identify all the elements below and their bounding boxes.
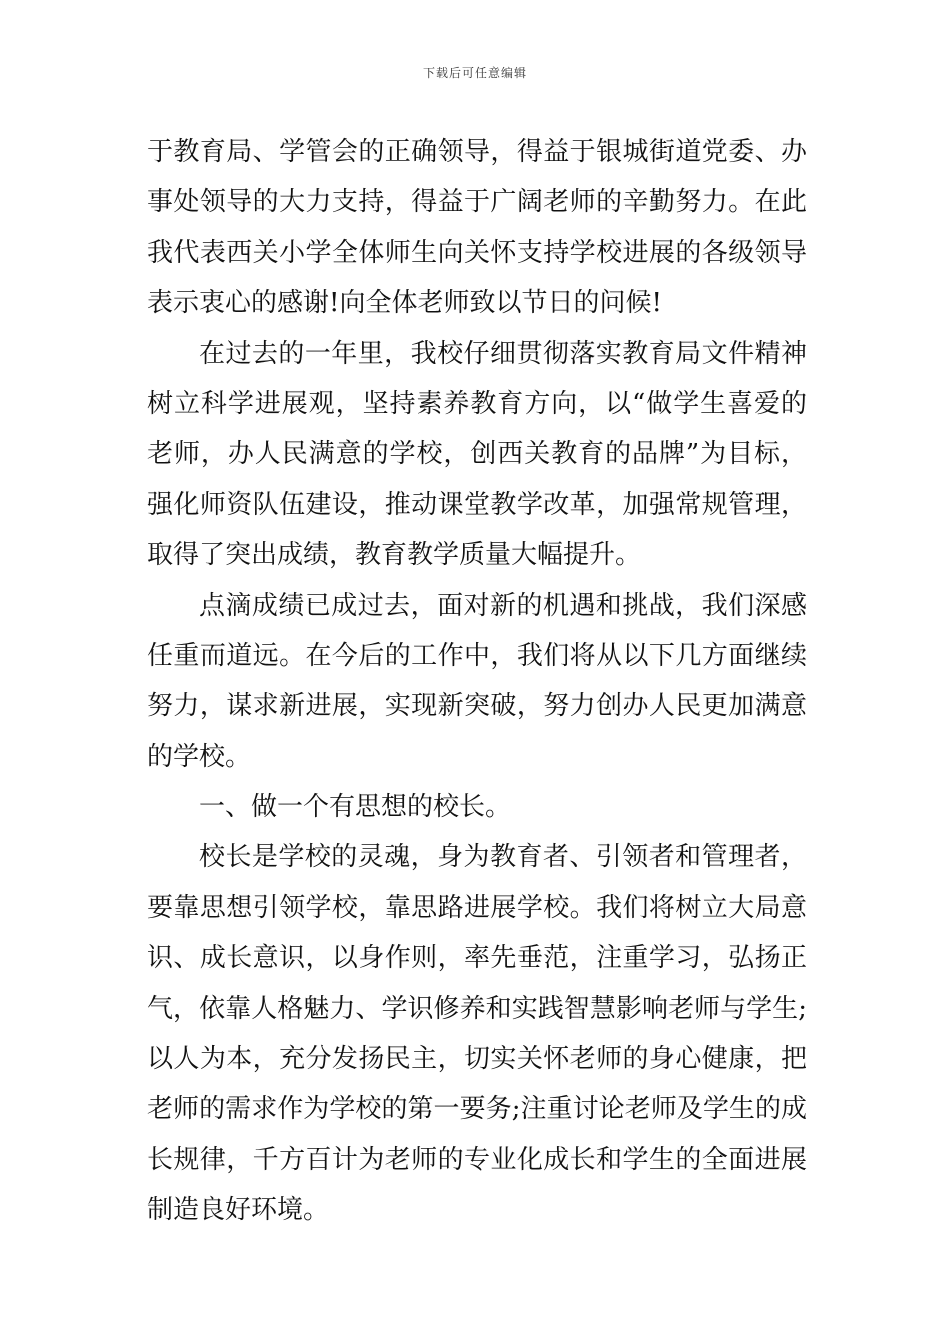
- text-line: 要靠思想引领学校，靠思路进展学校。我们将树立大局意: [147, 892, 807, 923]
- paragraph: [147, 127, 807, 329]
- text-line: 长规律，千方百计为老师的专业化成长和学生的全面进展: [147, 1144, 807, 1175]
- text-line: 我代表西关小学全体师生向关怀支持学校进展的各级领导: [147, 237, 807, 268]
- text-line: 老师的需求作为学校的第一要务;注重讨论老师及学生的成: [147, 1094, 807, 1125]
- paragraph: [147, 832, 807, 1235]
- document-body: [147, 127, 807, 1236]
- text-line: 在过去的一年里，我校仔细贯彻落实教育局文件精神: [199, 338, 807, 369]
- text-line: 于教育局、学管会的正确领导，得益于银城街道党委、办: [147, 137, 807, 167]
- text-line: 以人为本，充分发扬民主，切实关怀老师的身心健康，把: [147, 1044, 807, 1075]
- paragraph: [147, 581, 807, 783]
- text-line: 努力，谋求新进展，实现新突破，努力创办人民更加满意: [147, 691, 807, 722]
- text-line: 识、成长意识，以身作则，率先垂范，注重学习，弘扬正: [147, 943, 807, 974]
- text-line: 一、做一个有思想的校长。: [199, 792, 512, 823]
- paragraph: [147, 329, 807, 581]
- text-line: 的学校。: [147, 741, 252, 772]
- section-heading: [147, 782, 807, 832]
- text-line: 点滴成绩已成过去，面对新的机遇和挑战，我们深感: [199, 590, 807, 621]
- page-header: 下载后可任意编辑: [422, 66, 527, 80]
- text-line: 事处领导的大力支持，得益于广阔老师的辛勤努力。在此: [147, 187, 807, 218]
- text-line: 树立科学进展观，坚持素养教育方向，以“做学生喜爱的: [147, 388, 807, 419]
- text-line: 取得了突出成绩，教育教学质量大幅提升。: [147, 540, 642, 571]
- text-line: 校长是学校的灵魂，身为教育者、引领者和管理者，: [199, 842, 807, 873]
- text-line: 任重而道远。在今后的工作中，我们将从以下几方面继续: [147, 640, 807, 671]
- text-line: 老师，办人民满意的学校，创西关教育的品牌”为目标，: [147, 439, 807, 470]
- text-line: 制造良好环境。: [147, 1195, 330, 1226]
- text-line: 气，依靠人格魅力、学识修养和实践智慧影响老师与学生;: [147, 993, 807, 1024]
- text-line: 强化师资队伍建设，推动课堂教学改革，加强常规管理，: [147, 489, 807, 520]
- text-line: 表示衷心的感谢!向全体老师致以节日的问候!: [147, 288, 662, 319]
